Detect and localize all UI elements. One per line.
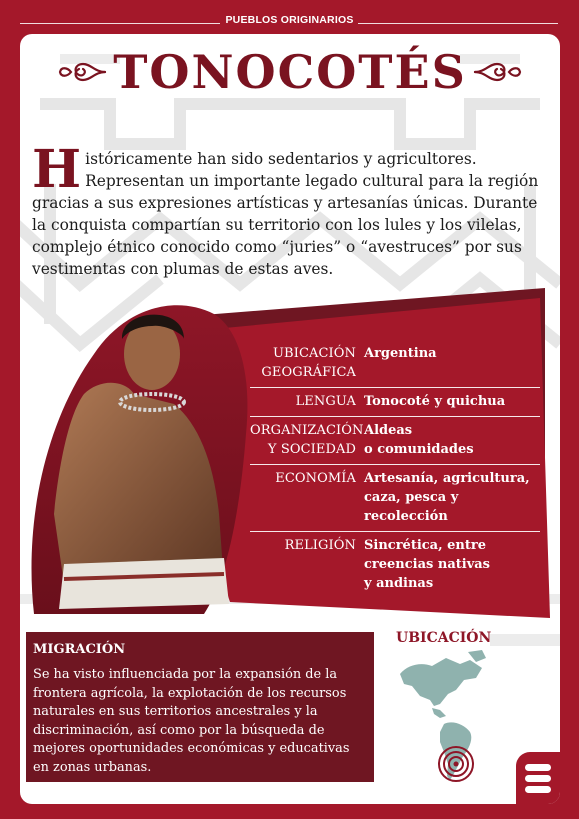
info-label: RELIGIÓN bbox=[284, 538, 356, 553]
info-label: ECONOMÍA bbox=[275, 471, 356, 486]
info-value: Argentina bbox=[364, 346, 437, 361]
info-row-lengua bbox=[250, 388, 540, 417]
info-value: Artesanía, agricultura, caza, pesca y recolección bbox=[364, 471, 530, 524]
ornament-right-icon bbox=[473, 57, 523, 87]
info-label: UBICACIÓN GEOGRÁFICA bbox=[261, 346, 356, 380]
page-title: TONOCOTÉS bbox=[113, 45, 467, 99]
ornament-left-icon bbox=[57, 57, 107, 87]
intro-text: istóricamente han sido sedentarios y agricultores. Representan un importante legado cultural para la región gracias a sus expresiones artísticas y artesanías únicas. Durante la conquista compartían su territorio con los lules y los vilelas, complejo étnico conocido como “juries” o “avestruces” por sus vestimentas con plumas de estas aves. bbox=[32, 150, 539, 278]
drop-cap: H bbox=[32, 139, 82, 200]
migration-text: Se ha visto influenciada por la expansión de la frontera agrícola, la explotación de los recursos naturales en sus territorios ancestrales y la discriminación, así como por la búsqueda de mejores oportunidades económicas y educativas en zonas urbanas. bbox=[33, 667, 350, 775]
intro-paragraph bbox=[32, 139, 547, 280]
location-title: UBICACIÓN bbox=[396, 630, 492, 646]
info-row-religion bbox=[250, 532, 540, 598]
info-row-economia bbox=[250, 465, 540, 532]
info-value: Sincrética, entre creencias nativas y andinas bbox=[364, 538, 490, 591]
location-target-icon bbox=[439, 747, 473, 781]
migration-title: MIGRACIÓN bbox=[33, 642, 126, 657]
header-rule-right bbox=[358, 23, 558, 24]
migration-box bbox=[26, 632, 374, 782]
info-table bbox=[250, 340, 540, 598]
info-label: ORGANIZACIÓN Y SOCIEDAD bbox=[250, 423, 364, 457]
portrait-image bbox=[24, 284, 254, 624]
info-row-organizacion bbox=[250, 417, 540, 465]
map-icon bbox=[390, 646, 500, 786]
info-row-ubicacion bbox=[250, 340, 540, 388]
section-label: PUEBLOS ORIGINARIOS bbox=[225, 14, 354, 26]
menu-button[interactable] bbox=[516, 752, 560, 804]
content-card bbox=[20, 34, 560, 804]
info-label: LENGUA bbox=[295, 394, 356, 409]
title-block bbox=[20, 42, 560, 102]
info-value: Tonocoté y quichua bbox=[364, 394, 506, 409]
menu-icon bbox=[525, 764, 551, 771]
info-value: Aldeas o comunidades bbox=[364, 423, 474, 457]
